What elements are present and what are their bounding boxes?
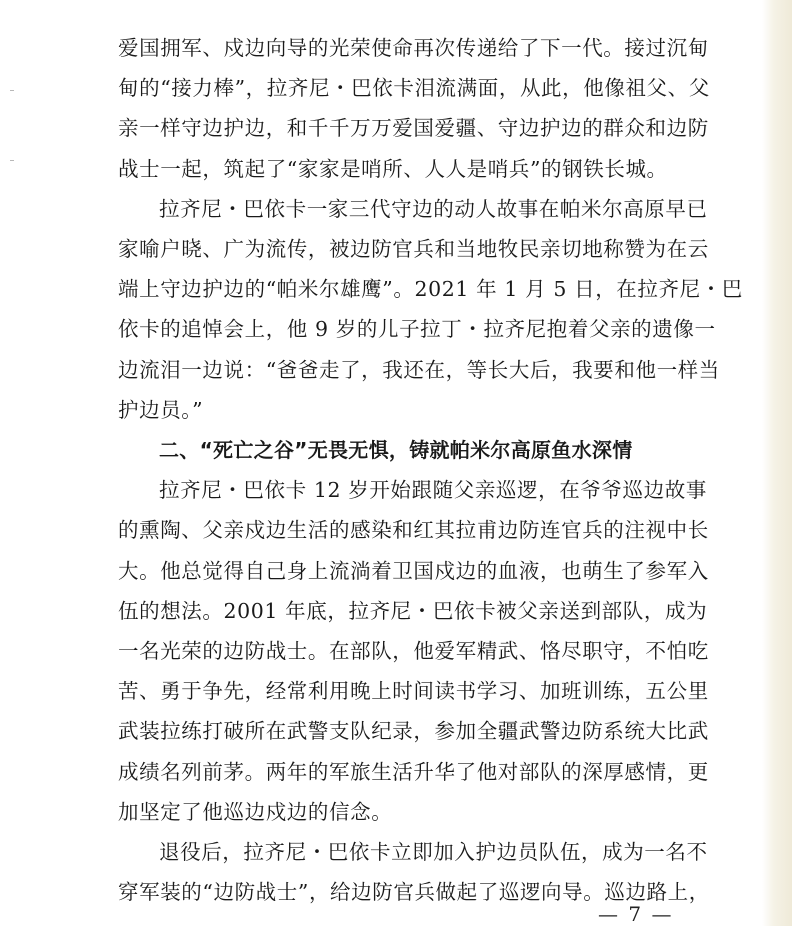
- text-line: 端上守边护边的“帕米尔雄鹰”。2021 年 1 月 5 日，在拉齐尼・巴: [118, 277, 743, 302]
- text-line: 大。他总觉得自己身上流淌着卫国戍边的血液，也萌生了参军入: [118, 558, 709, 583]
- text-line: 一名光荣的边防战士。在部队，他爱军精武、恪尽职守，不怕吃: [118, 639, 709, 664]
- margin-mark: [10, 160, 14, 161]
- margin-mark: [10, 90, 14, 91]
- text-line: 伍的想法。2001 年底，拉齐尼・巴依卡被父亲送到部队，成为: [118, 598, 708, 623]
- text-line: 的熏陶、父亲戍边生活的感染和红其拉甫边防连官兵的注视中长: [118, 518, 709, 543]
- page-edge-shadow: [762, 0, 792, 926]
- text-line: 拉齐尼・巴依卡 12 岁开始跟随父亲巡逻，在爷爷巡边故事: [159, 478, 707, 503]
- text-line: 穿军装的“边防战士”，给边防官兵做起了巡逻向导。巡边路上，: [118, 880, 710, 905]
- text-line: 护边员。”: [118, 397, 204, 422]
- page-number: — 7 —: [598, 902, 674, 926]
- text-line: 边流泪一边说：“爸爸走了，我还在，等长大后，我要和他一样当: [118, 357, 720, 382]
- text-line: 家喻户晓、广为流传，被边防官兵和当地牧民亲切地称赞为在云: [118, 237, 709, 262]
- text-line: 加坚定了他巡边戍边的信念。: [118, 799, 393, 824]
- text-line: 甸的“接力棒”，拉齐尼・巴依卡泪流满面，从此，他像祖父、父: [118, 76, 710, 101]
- section-heading: 二、“死亡之谷”无畏无惧，铸就帕米尔高原鱼水深情: [159, 438, 633, 463]
- text-line: 爱国拥军、戍边向导的光荣使命再次传递给了下一代。接过沉甸: [118, 36, 709, 60]
- text-line: 亲一样守边护边，和千千万万爱国爱疆、守边护边的群众和边防: [118, 116, 709, 141]
- text-line: 武装拉练打破所在武警支队纪录，参加全疆武警边防系统大比武: [118, 719, 709, 744]
- text-line: 退役后，拉齐尼・巴依卡立即加入护边员队伍，成为一名不: [159, 840, 708, 865]
- text-line: 苦、勇于争先，经常利用晚上时间读书学习、加班训练，五公里: [118, 679, 709, 704]
- text-line: 拉齐尼・巴依卡一家三代守边的动人故事在帕米尔高原早已: [159, 196, 708, 221]
- text-line: 依卡的追悼会上，他 9 岁的儿子拉丁・拉齐尼抱着父亲的遗像一: [118, 317, 716, 342]
- text-line: 战士一起，筑起了“家家是哨所、人人是哨兵”的钢铁长城。: [118, 156, 668, 181]
- text-line: 成绩名列前茅。两年的军旅生活升华了他对部队的深厚感情，更: [118, 759, 709, 784]
- body-text: [118, 28, 743, 912]
